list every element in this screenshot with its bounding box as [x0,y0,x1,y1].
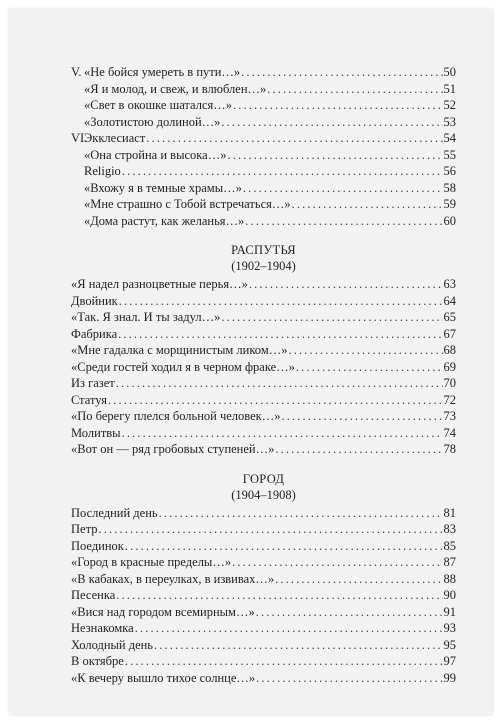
page-number: 63 [443,277,456,291]
dot-leader [122,425,443,442]
entry-title: «Вися над городом всемирным…» [71,604,255,619]
entry-title: В октябре [71,654,124,668]
dot-leader [249,276,443,293]
page-number: 56 [443,164,456,178]
toc-entry [71,521,456,538]
dot-leader [245,213,442,230]
page-number: 64 [443,293,456,308]
page-number: 88 [443,571,456,586]
dot-leader [288,342,442,359]
dot-leader [125,653,443,670]
toc-entry [71,587,456,604]
page-number: 69 [443,359,456,374]
page-number: 54 [443,131,456,145]
toc-entry [71,114,456,131]
dot-leader [221,114,442,131]
toc-entry [71,196,456,213]
entry-title: «В кабаках, в переулках, в извивах…» [71,571,275,586]
dot-leader [267,81,442,98]
section-numeral: VI. [71,131,88,145]
dot-leader [146,130,442,147]
section-numeral: V. [71,65,82,79]
toc-entry [71,81,456,98]
toc-entry [71,375,456,392]
entry-title: «Город в красные пределы…» [71,555,232,569]
page-number: 74 [443,425,456,440]
page-number: 95 [443,637,456,652]
toc-entry [71,64,456,81]
entry-title: Последний день [71,505,158,520]
entry-title: «По берегу плелся больной человек…» [71,409,281,423]
entry-title: «Мне гадалка с морщинистым ликом…» [71,343,288,357]
entry-title: Песенка [71,588,116,602]
book-page [8,8,492,714]
entry-title: Поединок [71,538,124,553]
toc-entry [71,326,456,343]
dot-leader [98,521,442,538]
page-number: 99 [443,670,456,685]
toc-entry [71,276,456,293]
page-number: 73 [443,409,456,423]
page-number: 65 [443,310,456,324]
toc-entry [71,620,456,637]
page-number: 55 [443,147,456,162]
entry-title: «Вхожу я в темные храмы…» [84,180,242,195]
entry-title: Незнакомка [71,621,134,635]
toc-entry [71,97,456,114]
entry-title: Молитвы [71,425,121,440]
section-dates: (1904–1908) [231,487,296,502]
toc-entry [71,163,456,180]
entry-title: «Среди гостей ходил я в черном фраке…» [71,359,295,374]
page-number: 51 [443,81,456,96]
dot-leader [232,554,442,571]
page-number: 97 [443,654,456,668]
page-number: 58 [443,180,456,195]
entry-title: Religio [84,164,121,178]
dot-leader [256,604,443,621]
toc-entry [71,180,456,197]
toc-entry [71,670,456,687]
dot-leader [108,392,443,409]
page-number: 91 [443,604,456,619]
dot-leader [125,538,443,555]
section-heading: РАСПУТЬЯ [231,243,296,257]
page-number: 68 [443,343,456,357]
dot-leader [122,163,443,180]
entry-title: Двойник [71,293,118,308]
entry-title: «Я и молод, и свеж, и влюблен…» [84,81,267,96]
toc-entry [71,571,456,588]
entry-title: «Она стройна и высока…» [84,147,227,162]
page-number: 53 [443,114,456,129]
dot-leader [221,309,442,326]
toc-entry [71,653,456,670]
page-number: 93 [443,621,456,635]
toc-entry [71,392,456,409]
toc-entry [71,359,456,376]
dot-leader [282,408,443,425]
entry-title: «К вечеру вышло тихое солнце…» [71,670,256,685]
page-number: 78 [443,442,456,456]
page-number: 87 [443,555,456,569]
toc-entry [71,637,456,654]
dot-leader [118,326,442,343]
page-number: 70 [443,376,456,390]
dot-leader [233,97,443,114]
toc-entry [71,441,456,458]
toc-entry [71,408,456,425]
entry-title: Экклесиаст [84,131,146,145]
entry-title: «Дома растут, как желанья…» [84,213,245,228]
dot-leader [154,637,442,654]
dot-leader [116,375,443,392]
dot-leader [256,670,442,687]
page-number: 72 [443,392,456,407]
entry-title: «Мне страшно с Тобой встречаться…» [84,197,291,211]
page-number: 59 [443,197,456,211]
page-number: 67 [443,326,456,341]
dot-leader [241,64,442,81]
page-number: 60 [443,213,456,228]
entry-title: «Я надел разноцветные перья…» [71,277,248,291]
table-of-contents [71,64,456,686]
dot-leader [135,620,443,637]
dot-leader [243,180,443,197]
entry-title: «Так. Я знал. И ты задул…» [71,310,221,324]
dot-leader [159,505,443,522]
entry-title: Петр [71,522,98,536]
toc-entry [71,213,456,230]
entry-title: «Не бойся умереть в пути…» [84,65,241,79]
dot-leader [275,441,442,458]
toc-entry [71,538,456,555]
dot-leader [275,571,442,588]
page-number: 52 [443,98,456,112]
dot-leader [227,147,442,164]
dot-leader [119,293,443,310]
toc-entry [71,604,456,621]
toc-entry [71,425,456,442]
toc-entry [71,309,456,326]
dot-leader [292,196,443,213]
toc-entry [71,147,456,164]
entry-title: Статуя [71,392,107,407]
page-number: 50 [443,65,456,79]
toc-entry [71,293,456,310]
toc-entry [71,554,456,571]
dot-leader [296,359,443,376]
page-number: 85 [443,538,456,553]
toc-entry [71,342,456,359]
entry-title: Холодный день [71,637,154,652]
page-number: 81 [443,505,456,520]
toc-entry [71,130,456,147]
entry-title: «Вот он — ряд гробовых ступеней…» [71,442,275,456]
dot-leader [116,587,442,604]
toc-entry [71,505,456,522]
entry-title: Из газет [71,376,115,390]
entry-title: «Свет в окошке шатался…» [84,98,232,112]
section-heading: ГОРОД [242,471,285,486]
entry-title: Фабрика [71,326,118,341]
section-dates: (1902–1904) [231,259,296,273]
page-number: 83 [443,522,456,536]
page-number: 90 [443,588,456,602]
entry-title: «Золотистою долиной…» [84,114,221,129]
